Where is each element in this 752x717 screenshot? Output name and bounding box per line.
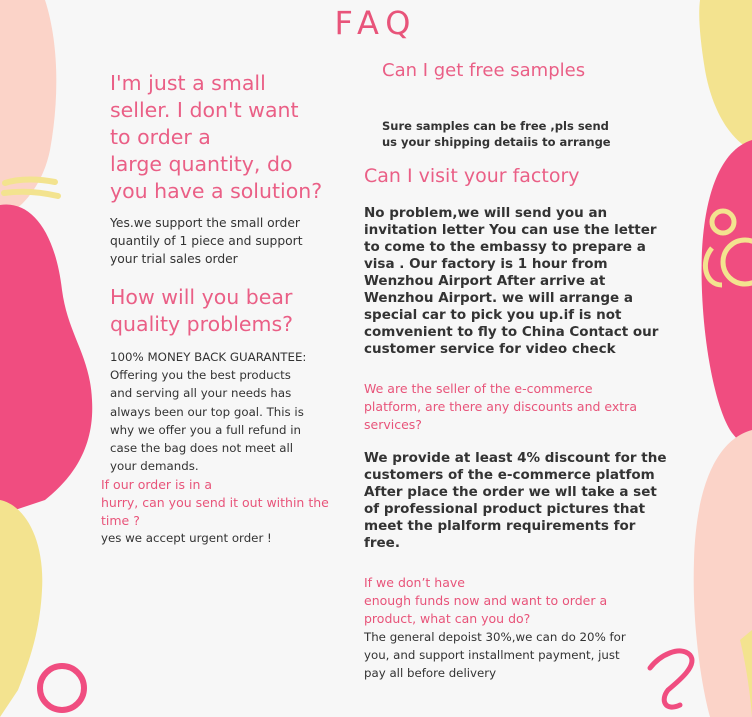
question-line: If we don’t have bbox=[364, 575, 465, 590]
question-line: hurry, can you send it out within the bbox=[101, 495, 329, 510]
answer-line: Offering you the best products bbox=[110, 368, 291, 383]
answer-line: Yes.we support the small order bbox=[110, 216, 300, 230]
faq-answer-funds bbox=[364, 628, 626, 682]
faq-question-visit-factory: Can I visit your factory bbox=[364, 165, 580, 187]
question-line: you have a solution? bbox=[110, 179, 323, 203]
question-line: enough funds now and want to order a bbox=[364, 593, 608, 608]
faq-question-funds bbox=[364, 574, 607, 628]
answer-line: No problem,we will send you an bbox=[364, 205, 608, 221]
answer-line: invitation letter You can use the letter bbox=[364, 222, 657, 238]
answer-line: case the bag does not meet all bbox=[110, 441, 294, 456]
question-line: I'm just a small bbox=[110, 71, 266, 95]
answer-line: Wenzhou Airport After arrive at bbox=[364, 273, 606, 289]
faq-question-urgent bbox=[101, 476, 329, 530]
faq-answer-samples bbox=[382, 118, 611, 150]
answer-line: why we offer you a full refund in bbox=[110, 422, 302, 437]
answer-line: comvenient to fly to China Contact our bbox=[364, 324, 659, 340]
answer-line: of professional product pictures that bbox=[364, 501, 646, 517]
faq-answer-small-seller bbox=[110, 214, 303, 268]
question-line: How will you bear bbox=[110, 285, 293, 309]
answer-line: your demands. bbox=[110, 459, 199, 474]
faq-question-quality bbox=[110, 284, 293, 338]
answer-line: We provide at least 4% discount for the bbox=[364, 450, 667, 466]
answer-line: customer service for video check bbox=[364, 341, 616, 357]
question-line: time ? bbox=[101, 513, 140, 528]
faq-question-small-seller bbox=[110, 70, 322, 205]
faq-question-samples: Can I get free samples bbox=[382, 60, 586, 81]
faq-answer-discounts bbox=[364, 450, 666, 552]
answer-line: to come to the embassy to prepare a bbox=[364, 239, 646, 255]
faq-answer-visit-factory bbox=[364, 205, 658, 358]
page-title: FAQ bbox=[334, 4, 418, 42]
answer-line: customers of the e-commerce platfom bbox=[364, 467, 655, 483]
faq-answer-urgent: yes we accept urgent order ! bbox=[101, 531, 272, 545]
answer-line: you, and support installment payment, just bbox=[364, 648, 620, 662]
answer-line: meet the plalform requirements for bbox=[364, 518, 636, 534]
answer-line: us your shipping detaiis to arrange bbox=[382, 135, 611, 149]
question-line: We are the seller of the e-commerce bbox=[364, 381, 593, 396]
answer-line: and serving all your needs has bbox=[110, 386, 292, 401]
question-line: large quantity, do bbox=[110, 152, 293, 176]
question-line: seller. I don't want bbox=[110, 98, 299, 122]
answer-line: always been our top goal. This is bbox=[110, 404, 304, 419]
faq-question-discounts bbox=[364, 380, 637, 434]
answer-line: The general depoist 30%,we can do 20% for bbox=[364, 630, 626, 644]
answer-line: your trial sales order bbox=[110, 252, 238, 266]
answer-line: Sure samples can be free ,pls send bbox=[382, 119, 609, 133]
answer-line: pay all before delivery bbox=[364, 666, 497, 680]
answer-line: quantily of 1 piece and support bbox=[110, 234, 303, 248]
question-line: quality problems? bbox=[110, 312, 294, 336]
question-line: platform, are there any discounts and extra bbox=[364, 399, 637, 414]
answer-line: Wenzhou Airport. we will arrange a bbox=[364, 290, 633, 306]
question-line: services? bbox=[364, 417, 422, 432]
question-line: product, what can you do? bbox=[364, 611, 531, 626]
answer-line: free. bbox=[364, 535, 400, 551]
question-line: If our order is in a bbox=[101, 477, 213, 492]
answer-line: special car to pick you up.if is not bbox=[364, 307, 622, 323]
question-line: to order a bbox=[110, 125, 211, 149]
answer-line: 100% MONEY BACK GUARANTEE: bbox=[110, 350, 307, 364]
faq-answer-quality bbox=[110, 348, 306, 475]
answer-line: visa . Our factory is 1 hour from bbox=[364, 256, 608, 272]
answer-line: After place the order we wll take a set bbox=[364, 484, 657, 500]
